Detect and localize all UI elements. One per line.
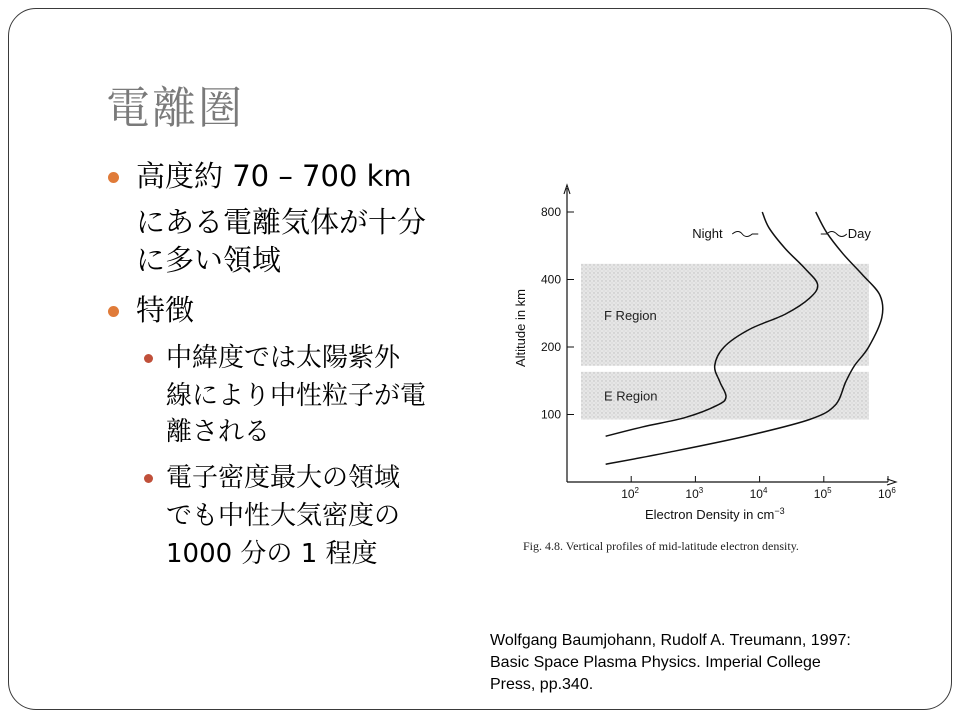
x-tick-label: $10^5$ (813, 486, 832, 501)
series-leader (821, 232, 847, 237)
y-tick-label: 200 (540, 340, 561, 354)
citation-line-1: Wolfgang Baumjohann, Rudolf A. Treumann, 1997: (490, 632, 851, 649)
bullet-1-line-1: 高度約 70 – 700 km (136, 159, 412, 193)
sub-bullet-1-line-3: 離される (166, 417, 271, 447)
region-label: E Region (604, 388, 658, 404)
series-label: Day (847, 226, 871, 241)
x-tick-label: $10^4$ (749, 486, 768, 501)
figure-caption: Fig. 4.8. Vertical profiles of mid-latitude electron density. (523, 539, 799, 553)
x-axis-label: Electron Density in $cm^{-3}$ (645, 506, 785, 522)
y-axis-label: Altitude in km (513, 288, 528, 368)
sub-bullet-marker (144, 474, 153, 483)
electron-density-chart (505, 180, 905, 570)
sub-bullet-2-line-3: 1000 分の 1 程度 (166, 539, 378, 569)
y-tick-label: 100 (540, 407, 561, 422)
series-leader (732, 232, 758, 237)
sub-bullet-1-line-2: 線により中性粒子が電 (166, 381, 427, 411)
x-tick-label: $10^3$ (685, 486, 704, 501)
slide-title: 電離圏 (106, 83, 244, 134)
y-tick-label: 800 (540, 205, 561, 219)
citation-line-2: Basic Space Plasma Physics. Imperial College (490, 654, 821, 671)
x-tick-label: $10^6$ (878, 486, 896, 501)
bullet-1-line-3: に多い領域 (136, 243, 282, 277)
bullet-1-line-2: にある電離気体が十分 (136, 205, 427, 239)
citation-line-3: Press, pp.340. (490, 676, 594, 693)
series-label: Night (692, 226, 723, 241)
region-label: F Region (604, 307, 657, 323)
bullet-2-line-1: 特徴 (136, 293, 195, 327)
x-tick-label: $10^2$ (621, 486, 640, 501)
sub-bullet-2-line-2: でも中性大気密度の (166, 501, 401, 531)
bullet-marker (108, 306, 119, 317)
sub-bullet-marker (144, 354, 153, 363)
sub-bullet-1-line-1: 中緯度では太陽紫外 (166, 343, 401, 373)
sub-bullet-2-line-1: 電子密度最大の領域 (166, 463, 401, 493)
y-tick-label: 400 (540, 272, 561, 287)
bullet-marker (108, 172, 119, 183)
citation (490, 630, 851, 696)
